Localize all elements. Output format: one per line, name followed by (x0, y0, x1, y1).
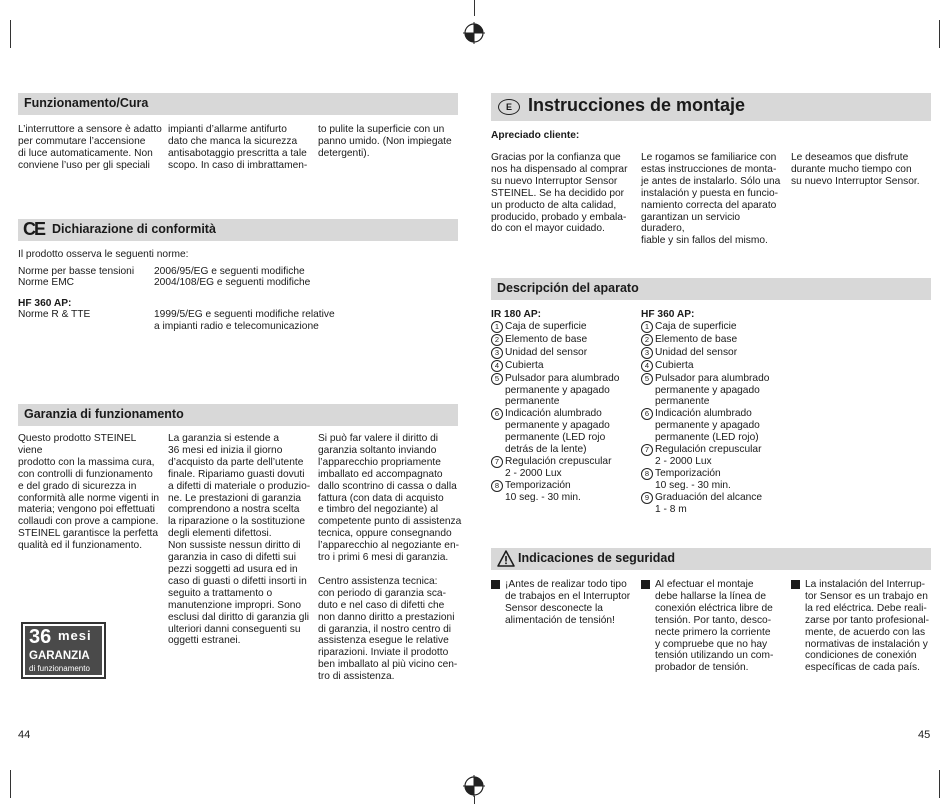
section-title: Descripción del aparato (497, 281, 639, 295)
section-header-conformita (18, 219, 458, 241)
gar-col3: Si può far valere il diritto di garanzia soltanto inviando l’apparecchio propriamente imballato ed accompagnato dallo scontrino di cassa o dalla fattura (con data di acquisto e timbro del negoziante) al competente punto di assistenza tecnica, oppure consegnando l’apparecchio al negoziante en- tro i primi 6 mesi di garanzia. Centro assistenza tecnica: con periodo di garanzia sca- duto e nel caso di difetti che non danno diritto a prestazioni di garanzia, il nostro centro di assistenza esegue le relative riparazioni. Inviate il prodotto ben imballato al più vicino cen- tro di assistenza. (318, 433, 462, 683)
crop-mark (474, 0, 475, 16)
section-title: Funzionamento/Cura (24, 96, 149, 110)
crop-mark (10, 20, 11, 48)
hf-heading: HF 360 AP: (641, 309, 695, 320)
warranty-months: 36 (29, 626, 52, 648)
warranty-sub: di funzionamento (29, 664, 90, 673)
ir-parts-list (491, 321, 636, 504)
list-item: 9 Graduación del alcance 1 - 8 m (641, 492, 786, 516)
list-item: 2 Elemento de base (641, 334, 786, 347)
conf-intro: Il prodotto osserva le seguenti norme: (18, 249, 189, 260)
gar-col2: La garanzia si estende a 36 mesi ed inizia il giorno d’acquisto da parte dell’utente finale. Ripariamo guasti dovuti a difetti di materiale o produzio- ne. Le prestazioni di garanzia comprendono a nostra scelta la riparazione o la sostituzione degli elementi difettosi. Non sussiste nessun diritto di garanzia in caso di difetti sui pezzi soggetti ad usura ed in caso di guasti o difetti insorti in seguito a trattamento o manutenzione impropri. Sono esclusi dal diritto di garanzia gli ulteriori danni conseguenti su oggetti estranei. (168, 433, 311, 647)
registration-mark-icon (463, 775, 485, 797)
ce-mark-icon: CE (23, 219, 45, 239)
safety-col1: ¡Antes de realizar todo tipo de trabajos en el Interruptor Sensor desconecte la alimentación de tensión! (505, 579, 631, 626)
list-item: 7 Regulación crepuscular 2 - 2000 Lux (491, 456, 636, 480)
section-header-funzionamento (18, 93, 458, 115)
section-title: Garanzia di funzionamento (24, 407, 184, 421)
funz-col1: L’interruttore a sensore è adatto per commutare l’accensione di luce automaticamente. Non conviene l’uso per gli speciali (18, 124, 162, 171)
safety-col2: Al efectuar el montaje debe hallarse la línea de conexión eléctrica libre de tensión. Por tanto, desco- necte primero la corriente y compruebe que no hay tensión utilizando un com- probador de tensión. (655, 579, 774, 674)
list-item: 6 Indicación alumbrado permanente y apagado permanente (LED rojo) (641, 408, 786, 444)
list-item: 4 Cubierta (491, 360, 636, 373)
ir-heading: IR 180 AP: (491, 309, 542, 320)
warning-triangle-icon (497, 550, 515, 567)
bullet-square-icon (641, 580, 650, 589)
intro-col1: Gracias por la confianza que nos ha dispensado al comprar su nuevo Interruptor Sensor STEINEL. Se ha decidido por un producto de alta calidad, producido, probado y embala- do con el mayor cuidado. (491, 152, 628, 235)
list-item: 3 Unidad del sensor (641, 347, 786, 360)
list-item: 1 Caja de superficie (491, 321, 636, 334)
section-title: Indicaciones de seguridad (518, 551, 675, 565)
conf-row-value: 2006/95/EG e seguenti modifiche (154, 266, 305, 277)
warranty-badge (21, 622, 106, 679)
section-header-instrucciones (491, 93, 931, 121)
list-item: 8 Temporización 10 seg. - 30 min. (491, 480, 636, 504)
greeting: Apreciado cliente: (491, 130, 580, 141)
warranty-unit: mesi (58, 628, 92, 643)
warranty-word: GARANZIA (29, 650, 90, 662)
intro-col2: Le rogamos se familiarice con estas instrucciones de monta- je antes de instalarlo. Sólo una instalación y puesta en funcio- namiento correcta del aparato garantizan un servicio duradero, fiable y sin fallos del mismo. (641, 152, 781, 247)
list-item: 6 Indicación alumbrado permanente y apagado permanente (LED rojo detrás de la lente) (491, 408, 636, 456)
list-item: 5 Pulsador para alumbrado permanente y apagado permanente (641, 373, 786, 409)
language-badge-icon: E (498, 99, 520, 115)
list-item: 7 Regulación crepuscular 2 - 2000 Lux (641, 444, 786, 468)
conf-row-label: Norme per basse tensioni (18, 266, 135, 277)
hf-parts-list (641, 321, 786, 516)
bullet-square-icon (491, 580, 500, 589)
list-item: 8 Temporización 10 seg. - 30 min. (641, 468, 786, 492)
crop-mark (939, 770, 940, 798)
bullet-square-icon (791, 580, 800, 589)
conf-row-value: 2004/108/EG e seguenti modifiche (154, 277, 311, 288)
crop-mark (10, 770, 11, 798)
funz-col2: impianti d’allarme antifurto dato che manca la sicurezza antisabotaggio prescritta a tale scopo. In caso di imbrattamen- (168, 124, 308, 171)
conf-model: HF 360 AP: (18, 298, 72, 309)
page-title: Instrucciones de montaje (528, 95, 746, 115)
list-item: 5 Pulsador para alumbrado permanente y apagado permanente (491, 373, 636, 409)
gar-col1: Questo prodotto STEINEL viene prodotto con la massima cura, con controlli di funzionamento e del grado di sicurezza in conformità alle norme vigenti in materia; vengono poi effettuati collaudi con prove a campione. STEINEL garantisce la perfetta qualità ed il funzionamento. (18, 433, 159, 552)
list-item: 3 Unidad del sensor (491, 347, 636, 360)
list-item: 2 Elemento de base (491, 334, 636, 347)
page-number: 45 (918, 729, 931, 741)
conf-rtte-value: 1999/5/EG e seguenti modifiche relative a impianti radio e telecomunicazione (154, 309, 335, 332)
safety-col3: La instalación del Interrup- tor Sensor es un trabajo en la red eléctrica. Debe reali- zarse por tanto profesional- mente, de acuerdo con las normativas de instalación y condiciones de conexión específicas de cada país. (805, 579, 930, 674)
funz-col3: to pulite la superficie con un panno umido. (Non impiegate detergenti). (318, 124, 452, 159)
crop-mark (939, 20, 940, 48)
conf-rtte-label: Norme R & TTE (18, 309, 91, 320)
section-header-descripcion (491, 278, 931, 300)
list-item: 4 Cubierta (641, 360, 786, 373)
section-title: Dichiarazione di conformità (52, 222, 216, 236)
page-number: 44 (18, 729, 31, 741)
section-header-garanzia (18, 404, 458, 426)
section-header-seguridad (491, 548, 931, 570)
crop-mark (474, 796, 475, 804)
intro-col3: Le deseamos que disfrute durante mucho tiempo con su nuevo Interruptor Sensor. (791, 152, 920, 187)
conf-row-label: Norme EMC (18, 277, 75, 288)
list-item: 1 Caja de superficie (641, 321, 786, 334)
registration-mark-icon (463, 22, 485, 44)
